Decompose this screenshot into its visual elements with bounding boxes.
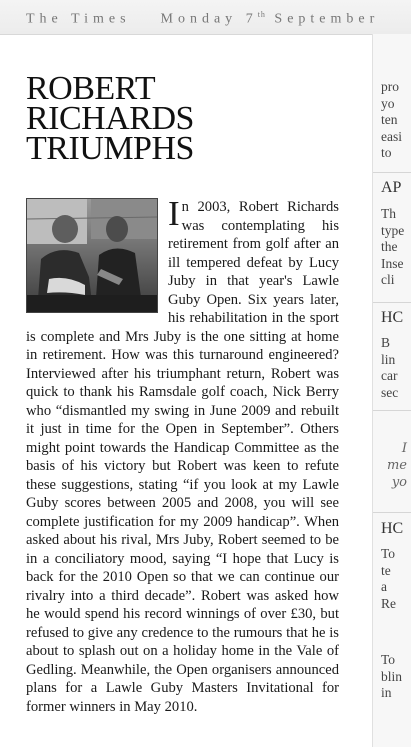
sidebar-line: Re [381,595,396,611]
masthead-month: September [274,11,380,27]
sidebar-line: sec [381,384,399,400]
headline-line-3: TRIUMPHS [26,130,194,167]
sidebar-text-block-5 [381,652,402,702]
sidebar-text-block-3 [381,335,398,401]
sidebar-pull-quote [381,440,407,491]
sidebar-line: in [381,685,392,700]
sidebar-line: easi [381,128,402,144]
masthead-day: Monday [160,11,238,27]
sidebar-line: to [381,145,392,160]
sidebar-line: lin [381,351,396,367]
article-paragraph: n 2003, Robert Richards was contemplating his retirement from golf after an ill tempered defeat by Lucy Juby in that year's Lawle Guby Open. Six years later, his rehabilitation in the sport is complete and Mrs Juby is the one sitting at home in retirement. How was this turnaround engineered? Interviewed after his triumphant return, Robert was quick to thank his Ramsdale golf coach, Nick Berry who “dismantled my swing in June 2009 and rebuilt it just in time for the Open in September”. Others might point towards the Handicap Committee as the basis of his victory but Robert was keen to refute these suggestions, stating “if you look at my Lawle Guby scores between 2005 and 2008, you will see complete justification for my 2009 handicap”. When asked about his rival, Mrs Juby, Robert seemed to be in a conciliatory mood, saying “I hope that Lucy is back for the 2010 Open so that we can continue our rivalry into a third decade”. Robert was asked how he would spend his record winnings of over £30, but refused to give any credence to the rumours that he is about to splash out on a holiday home in the Vale of Gedling. Meanwhile, the Open organisers announced plans for a Lawle Guby Masters Invitational for former winners in May 2010. [26,199,339,715]
article-photo [26,198,158,313]
sidebar-divider [373,302,411,303]
headline-line-2: RICHARDS [26,100,194,137]
masthead-date-number: 7 [245,11,258,27]
paper-name: The Times [26,11,131,27]
sidebar-divider [373,512,411,513]
sidebar-line: the [381,239,398,254]
quote-line: yo [391,475,407,490]
sidebar-line: te [381,562,391,578]
quote-line: me [386,458,407,473]
article-body [26,194,339,716]
sidebar-text-block-4 [381,546,396,612]
article-headline [26,70,339,167]
quote-line: I [401,441,407,456]
sidebar-divider [373,410,411,411]
sidebar-line: blin [381,668,403,684]
sidebar-line: yo [381,95,395,111]
sidebar-line: cli [381,272,395,287]
sidebar-line: B [381,335,391,350]
sidebar-line: a [381,579,387,594]
headline-line-1: ROBERT [26,70,156,107]
sidebar-heading-1: AP [381,179,402,196]
sidebar-line: type [381,222,405,238]
masthead-date-suffix: th [257,10,266,19]
sidebar-line: ten [381,112,398,127]
sidebar-line: To [381,546,396,561]
sidebar-line: Inse [381,255,404,271]
sidebar-line: To [381,652,396,667]
main-article [26,70,339,716]
sidebar-line: Th [381,206,396,221]
sidebar-column [372,34,411,747]
sidebar-heading-2: HC [381,309,404,326]
sidebar-divider [373,172,411,173]
sidebar-line: car [381,368,398,383]
sidebar-text-block-1 [381,79,402,162]
masthead-text [26,10,379,28]
sidebar-line: pro [381,79,399,94]
masthead [0,0,411,35]
drop-cap: I [168,194,180,233]
sidebar-text-block-2 [381,206,404,289]
sidebar-heading-3: HC [381,520,404,537]
